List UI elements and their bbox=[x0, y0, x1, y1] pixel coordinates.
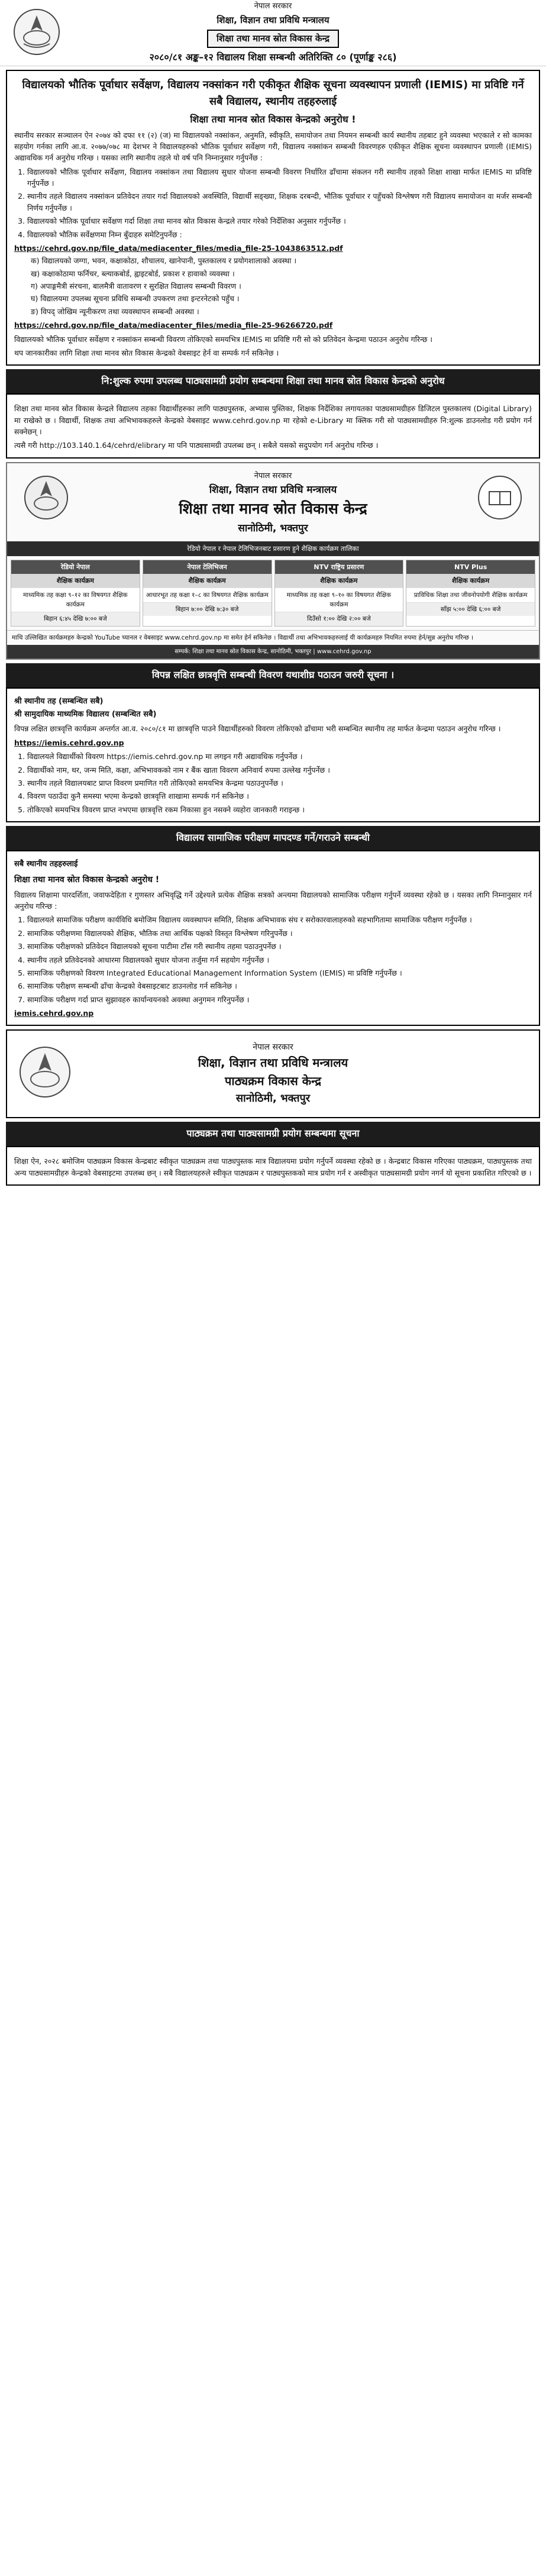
header-issue: २०८०/८१ अङ्क–१२ विद्यालय शिक्षा सम्बन्धी अतिरिक्ति ८० (पूर्णाङ्क २८६) bbox=[149, 51, 397, 63]
header-center: शिक्षा तथा मानव स्रोत विकास केन्द्र bbox=[207, 30, 339, 48]
addressee: सबै स्थानीय तहहरुलाई bbox=[14, 859, 78, 869]
instruction-list bbox=[27, 166, 532, 240]
intro-paragraph: विपन्न लक्षित छात्रवृत्ति कार्यक्रम अन्तर्गत आ.व. २०८०/८१ मा छात्रवृत्ति पाउने विद्यार्थीहरुको विवरण तोकिएको ढाँचामा भरी सम्बन्धित स्थानीय तह मार्फत केन्द्रमा पठाउन अनुरोध गरिन्छ । bbox=[14, 724, 501, 734]
sub-item: ग) अपाङ्गमैत्री संरचना, बालमैत्री वातावरण र सुरक्षित विद्यालय सम्बन्धी विवरण । bbox=[31, 282, 241, 291]
section-title-bar: विद्यालय सामाजिक परीक्षण मापदण्ड गर्ने/गराउने सम्बन्धी bbox=[6, 826, 540, 850]
page-header bbox=[0, 0, 546, 66]
notice-social-audit bbox=[6, 850, 540, 1026]
ad-schedule-grid bbox=[7, 556, 539, 630]
nepal-emblem-icon bbox=[12, 7, 62, 57]
ad-column-cell: माध्यमिक तह कक्षा ९–१० का विषयगत शैक्षिक कार्यक्रम bbox=[275, 587, 403, 612]
section-title-bar: विपन्न लक्षित छात्रवृत्ति सम्बन्धी विवरण यथाशीघ्र पठाउन जरुरी सूचना । bbox=[6, 663, 540, 687]
ad-column bbox=[143, 560, 272, 627]
instruction-list bbox=[27, 751, 532, 815]
curriculum-header bbox=[6, 1029, 540, 1118]
ad-column-time: दिउँसो १:०० देखि २:०० बजे bbox=[275, 612, 403, 625]
sub-item: क) विद्यालयको जग्गा, भवन, कक्षाकोठा, शौचालय, खानेपानी, पुस्तकालय र प्रयोगशालाको अवस्था । bbox=[31, 256, 297, 266]
ad-contact-bar: सम्पर्क: शिक्षा तथा मानव स्रोत विकास केन्द्र, सानोठिमी, भक्तपुर | www.cehrd.gov.np bbox=[7, 645, 539, 659]
ad-column-cell: माध्यमिक तह कक्षा ९–१२ का विषयगत शैक्षिक कार्यक्रम bbox=[11, 587, 140, 612]
ad-column-head: रेडियो नेपाल bbox=[11, 560, 140, 574]
ad-banner: रेडियो नेपाल र नेपाल टेलिभिजनबाट प्रसारण हुने शैक्षिक कार्यक्रम तालिका bbox=[7, 541, 539, 556]
notice-page bbox=[0, 0, 546, 1186]
form-link[interactable]: https://cehrd.gov.np/file_data/mediacenter_files/media_file-25-96266720.pdf bbox=[14, 321, 333, 330]
addressee: श्री सामुदायिक माध्यमिक विद्यालय (सम्बन्धित सबै) bbox=[14, 710, 157, 719]
list-item: 5. सामाजिक परीक्षणको विवरण Integrated Educational Management Information System (IEMIS) मा प्रविष्टि गर्नुपर्नेछ । bbox=[27, 967, 532, 979]
final-ministry: शिक्षा, विज्ञान तथा प्रविधि मन्त्रालय bbox=[198, 1055, 348, 1070]
list-item: 4. विद्यालयको भौतिक सर्वेक्षणमा निम्न बुँदाहरु समेटिनुपर्नेछ : bbox=[27, 229, 532, 240]
ad-column-sub: शैक्षिक कार्यक्रम bbox=[11, 574, 140, 587]
instruction-list bbox=[27, 914, 532, 1005]
ad-column-sub: शैक्षिक कार्यक्रम bbox=[275, 574, 403, 587]
ad-ministry: शिक्षा, विज्ञान तथा प्रविधि मन्त्रालय bbox=[209, 483, 337, 496]
list-item: 3. विद्यालयको भौतिक पूर्वाधार सर्वेक्षण गर्दा शिक्षा तथा मानव स्रोत विकास केन्द्रले तयार गरेको निर्देशिका अनुसार गर्नुपर्नेछ । bbox=[27, 215, 532, 227]
curriculum-paragraph: शिक्षा ऐन, २०२८ बमोजिम पाठ्यक्रम विकास केन्द्रबाट स्वीकृत पाठ्यक्रम तथा पाठ्यपुस्तक मात्र विद्यालयमा प्रयोग गर्नुपर्ने व्यवस्था रहेको छ । केन्द्रबाट विकास गरिएका पाठ्यक्रम, पाठ्यपुस्तक तथा अन्य पाठ्यसामग्रीहरु केन्द्रको वेबसाइटमा उपलब्ध छन् । सबै विद्यालयहरुले स्वीकृत पाठ्यक्रम र पाठ्यपुस्तकको मात्र प्रयोग गर्न र अस्वीकृत पाठ्यसामग्री प्रयोग नगर्न यो सूचना प्रकाशित गरिएको छ । bbox=[14, 1157, 532, 1177]
ad-column-time: बिहान ७:०० देखि ७:३० बजे bbox=[143, 602, 272, 616]
ad-center: शिक्षा तथा मानव स्रोत विकास केन्द्र bbox=[179, 500, 367, 518]
notice-scholarship bbox=[6, 687, 540, 822]
nepal-emblem-icon bbox=[22, 474, 70, 521]
intro-paragraph: स्थानीय सरकार सञ्चालन ऐन २०७४ को दफा ११ (२) (ज) मा विद्यालयको नक्सांकन, अनुमति, स्वीकृति, समायोजन तथा नियमन सम्बन्धी कार्य स्थानीय तहबाट हुने व्यवस्था भएकाले र सो कामका सहयोग गर्नका लागि आ.व. २०७७/०७८ मा देशभर ने विद्यालयहरुको भौतिक पूर्वाधार सर्वेक्षण गरी, विद्यालय नक्सांकन सम्बन्धी विवरणहरु एकीकृत शैक्षिक सूचना व्यवस्थापन प्रणाली (IEMIS) अद्यावधिक गर्न अनुरोध गरिन्छ । यसका लागि स्थानीय तहले यो वर्ष पनि निम्नानुसार गर्नुपर्नेछ : bbox=[14, 130, 532, 163]
final-gov: नेपाल सरकार bbox=[253, 1042, 293, 1052]
cehrd-logo-icon bbox=[476, 474, 524, 521]
list-item: 1. विद्यालयले विद्यार्थीको विवरण https://iemis.cehrd.gov.np मा लगइन गरी अद्यावधिक गर्नुपर्नेछ । bbox=[27, 751, 532, 762]
list-item: 1. विद्यालयले सामाजिक परीक्षण कार्यविधि बमोजिम विद्यालय व्यवस्थापन समिति, शिक्षक अभिभावक संघ र सरोकारवालाहरुको सहभागितामा सामाजिक परीक्षण गर्नुपर्नेछ । bbox=[27, 914, 532, 925]
ad-column-head: NTV राष्ट्रिय प्रसारण bbox=[275, 560, 403, 574]
ad-column-head: नेपाल टेलिभिजन bbox=[143, 560, 272, 574]
header-ministry: शिक्षा, विज्ञान तथा प्रविधि मन्त्रालय bbox=[217, 14, 329, 25]
section-title-bar: पाठ्यक्रम तथा पाठ्यसामग्री प्रयोग सम्बन्धमा सूचना bbox=[6, 1122, 540, 1146]
addressee: श्री स्थानीय तह (सम्बन्धित सबै) bbox=[14, 697, 104, 706]
ad-column-cell: आधारभूत तह कक्षा १–८ का विषयगत शैक्षिक कार्यक्रम bbox=[143, 587, 272, 602]
final-address: सानोठिमी, भक्तपुर bbox=[235, 1092, 311, 1105]
closing-paragraph: विद्यालयको भौतिक पूर्वाधार सर्वेक्षण र नक्सांकन सम्बन्धी विवरण तोकिएको समयभित्र IEMIS मा प्रविष्टि गरी सो को प्रतिवेदन केन्द्रमा पठाउन अनुरोध गरिन्छ । bbox=[14, 334, 433, 344]
final-center: पाठ्यक्रम विकास केन्द्र bbox=[225, 1074, 321, 1089]
closing-paragraph-2: थप जानकारीका लागि शिक्षा तथा मानव स्रोत विकास केन्द्रको वेबसाइट हेर्न वा सम्पर्क गर्न सकिनेछ । bbox=[14, 348, 279, 357]
ad-column bbox=[274, 560, 404, 627]
list-item: 6. सामाजिक परीक्षण सम्बन्धी ढाँचा केन्द्रको वेबसाइटबाट डाउनलोड गर्न सकिनेछ । bbox=[27, 980, 532, 992]
sub-item: ख) कक्षाकोठामा फर्निचर, ब्ल्याकबोर्ड, ह्वाइटबोर्ड, प्रकाश र हावाको व्यवस्था । bbox=[31, 269, 235, 278]
list-item: 2. विद्यार्थीको नाम, थर, जन्म मिति, कक्षा, अभिभावकको नाम र बैंक खाता विवरण अनिवार्य रुपमा उल्लेख गर्नुपर्नेछ । bbox=[27, 764, 532, 776]
list-item: 7. सामाजिक परीक्षण गर्दा प्राप्त सुझावहरु कार्यान्वयनको अवस्था अनुगमन गरिनुपर्नेछ । bbox=[27, 994, 532, 1005]
ad-column-time: साँझ ५:०० देखि ६:०० बजे bbox=[406, 602, 535, 616]
ad-column-head: NTV Plus bbox=[406, 560, 535, 574]
ad-gov: नेपाल सरकार bbox=[254, 471, 292, 480]
ad-column-sub: शैक्षिक कार्यक्रम bbox=[143, 574, 272, 587]
header-gov: नेपाल सरकार bbox=[254, 1, 292, 11]
iemis-link[interactable]: https://iemis.cehrd.gov.np bbox=[14, 738, 124, 747]
broadcast-advertisement bbox=[6, 462, 540, 660]
list-item: 2. सामाजिक परीक्षणमा विद्यालयको शैक्षिक, भौतिक तथा आर्थिक पक्षको विस्तृत विश्लेषण गरिनुपर्नेछ । bbox=[27, 928, 532, 939]
notice-curriculum bbox=[6, 1146, 540, 1186]
guideline-link[interactable]: https://cehrd.gov.np/file_data/mediacenter_files/media_file-25-1043863512.pdf bbox=[14, 243, 343, 253]
elibrary-paragraph-2: त्यसै गरी http://103.140.1.64/cehrd/elibrary मा पनि पाठ्यसामग्री उपलब्ध छन् । सबैले यसको सदुपयोग गर्न अनुरोध गरिन्छ । bbox=[14, 441, 379, 450]
list-item: 3. सामाजिक परीक्षणको प्रतिवेदन विद्यालयको सूचना पाटीमा टाँस गरी स्थानीय तहमा पठाउनुपर्नेछ । bbox=[27, 941, 532, 952]
list-item: 4. स्थानीय तहले प्रतिवेदनको आधारमा विद्यालयको सुधार योजना तर्जुमा गर्न सहयोग गर्नुपर्नेछ । bbox=[27, 954, 532, 966]
iemis-link[interactable]: iemis.cehrd.gov.np bbox=[14, 1009, 94, 1018]
ad-address: सानोठिमी, भक्तपुर bbox=[238, 522, 308, 535]
list-item: 4. विवरण पठाउँदा कुनै समस्या भएमा केन्द्रको छात्रवृत्ति शाखामा सम्पर्क गर्न सकिनेछ । bbox=[27, 790, 532, 802]
sub-item: ङ) विपद् जोखिम न्यूनीकरण तथा व्यवस्थापन सम्बन्धी अवस्था । bbox=[31, 306, 199, 316]
ad-column-cell: प्राविधिक शिक्षा तथा जीवनोपयोगी शैक्षिक कार्यक्रम bbox=[406, 587, 535, 602]
section-subtitle: शिक्षा तथा मानव स्रोत विकास केन्द्रको अनुरोध ! bbox=[190, 113, 356, 125]
intro-paragraph: विद्यालय शिक्षामा पारदर्शिता, जवाफदेहिता र गुणस्तर अभिवृद्धि गर्ने उद्देश्यले प्रत्येक शैक्षिक सत्रको अन्त्यमा विद्यालयको सामाजिक परीक्षण गर्नुपर्ने व्यवस्था रहेको छ । यसका लागि निम्नानुसार गर्न अनुरोध गरिन्छ : bbox=[14, 890, 532, 911]
section-title: विद्यालयको भौतिक पूर्वाधार सर्वेक्षण, विद्यालय नक्सांकन गरी एकीकृत शैक्षिक सूचना व्यवस्थापन प्रणाली (IEMIS) मा प्रविष्टि गर्ने सबै विद्यालय, स्थानीय तहहरुलाई bbox=[22, 79, 524, 108]
list-item: 2. स्थानीय तहले विद्यालय नक्सांकन प्रतिवेदन तयार गर्दा विद्यालयको अवस्थिति, विद्यार्थी सङ्ख्या, शिक्षक दरबन्दी, भौतिक पूर्वाधार र पहुँचको विश्लेषण गरी विद्यालय समायोजन वा मर्जर सम्बन्धी निर्णय गर्नुपर्नेछ । bbox=[27, 191, 532, 214]
elibrary-paragraph: शिक्षा तथा मानव स्रोत विकास केन्द्रले विद्यालय तहका विद्यार्थीहरुका लागि पाठ्यपुस्तक, अभ्यास पुस्तिका, शिक्षक निर्देशिका लगायतका पाठ्यसामग्रीहरु डिजिटल पुस्तकालय (Digital Library) मा राखेको छ । विद्यार्थी, शिक्षक तथा अभिभावकहरुले केन्द्रको वेबसाइट www.cehrd.gov.np मा रहेको e-Library मा क्लिक गरी सो पाठ्यसामग्रीहरु नि:शुल्क डाउनलोड गरी प्रयोग गर्न सक्नेछन् । bbox=[14, 404, 532, 436]
sub-item: घ) विद्यालयमा उपलब्ध सूचना प्रविधि सम्बन्धी उपकरण तथा इन्टरनेटको पहुँच । bbox=[31, 294, 240, 304]
nepal-emblem-icon bbox=[18, 1045, 72, 1099]
ad-column-sub: शैक्षिक कार्यक्रम bbox=[406, 574, 535, 587]
ad-column bbox=[406, 560, 535, 627]
notice-iemis bbox=[6, 70, 540, 366]
ad-note: माथि उल्लिखित कार्यक्रमहरु केन्द्रको YouTube च्यानल र वेबसाइट www.cehrd.gov.np मा समेत हेर्न सकिनेछ । विद्यार्थी तथा अभिभावकहरुलाई यी कार्यक्रमहरु नियमित रुपमा हेर्न/सुन्न अनुरोध गरिन्छ । bbox=[7, 630, 539, 645]
ad-column-time: बिहान ६:४५ देखि ७:०० बजे bbox=[11, 612, 140, 625]
sub-list bbox=[31, 255, 532, 317]
list-item: 3. स्थानीय तहले विद्यालयबाट प्राप्त विवरण प्रमाणित गरी तोकिएको समयभित्र केन्द्रमा पठाउनुपर्नेछ । bbox=[27, 777, 532, 789]
section-subtitle: शिक्षा तथा मानव स्रोत विकास केन्द्रको अनुरोध ! bbox=[14, 874, 160, 885]
ad-column bbox=[11, 560, 140, 627]
list-item: 5. तोकिएको समयभित्र विवरण प्राप्त नभएमा छात्रवृत्ति रकम निकासा हुन नसक्ने व्यहोरा जानकारी गराइन्छ । bbox=[27, 804, 532, 815]
section-title-bar: नि:शुल्क रुपमा उपलब्ध पाठ्यसामग्री प्रयोग सम्बन्धमा शिक्षा तथा मानव स्रोत विकास केन्द्रको अनुरोध bbox=[6, 369, 540, 393]
list-item: 1. विद्यालयको भौतिक पूर्वाधार सर्वेक्षण, विद्यालय नक्सांकन तथा विद्यालय सुधार योजना सम्बन्धी विवरण निर्धारित ढाँचामा संकलन गरी स्थानीय तहको शिक्षा शाखा मार्फत IEMIS मा प्रविष्टि गर्नुपर्नेछ । bbox=[27, 166, 532, 189]
notice-elibrary bbox=[6, 393, 540, 459]
